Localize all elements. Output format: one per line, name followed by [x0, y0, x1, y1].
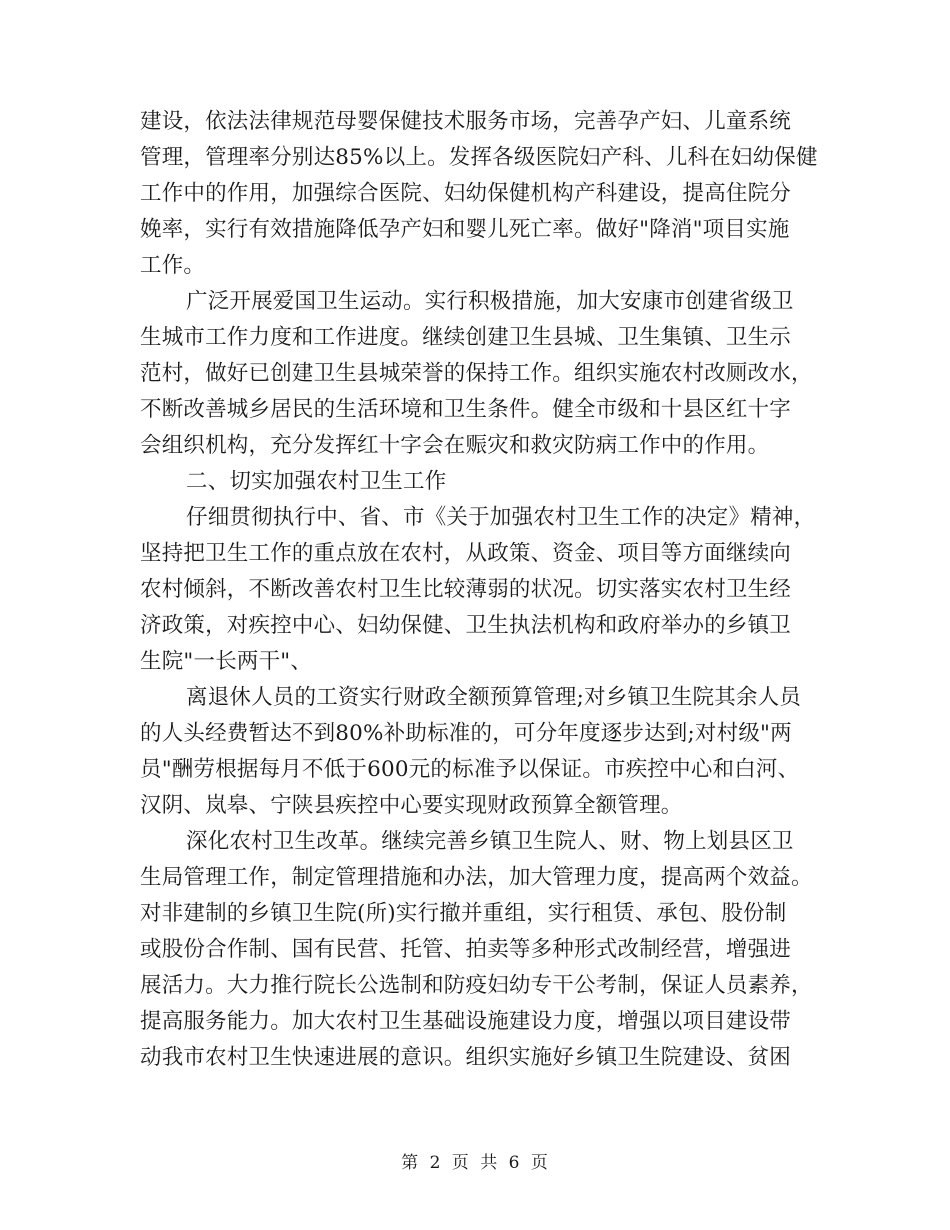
- text-line: 对非建制的乡镇卫生院(所)实行撤并重组，实行租赁、承包、股份制: [140, 901, 787, 926]
- page-footer: [0, 1152, 950, 1174]
- footer-page-label: 页: [451, 1153, 470, 1173]
- text-line: 坚持把卫生工作的重点放在农村，从政策、资金、项目等方面继续向: [140, 541, 792, 566]
- text-line: 娩率，实行有效措施降低孕产妇和婴儿死亡率。做好"降消"项目实施: [140, 217, 790, 242]
- footer-current-page: 2: [429, 1153, 442, 1173]
- text-line: 广泛开展爱国卫生运动。实行积极措施，加大安康市创建省级卫: [186, 289, 794, 314]
- text-line: 生局管理工作，制定管理措施和办法，加大管理力度，提高两个效益。: [140, 865, 813, 890]
- text-line: 或股份合作制、国有民营、托管、拍卖等多种形式改制经营，增强进: [140, 937, 792, 962]
- text-line: 农村倾斜，不断改善农村卫生比较薄弱的状况。切实落实农村卫生经: [140, 577, 792, 602]
- text-line: 会组织机构，充分发挥红十字会在赈灾和救灾防病工作中的作用。: [140, 433, 770, 458]
- text-line: 范村，做好已创建卫生县城荣誉的保持工作。组织实施农村改厕改水，: [140, 361, 813, 386]
- text-line: 汉阴、岚皋、宁陕县疾控中心要实现财政预算全额管理。: [140, 793, 683, 818]
- text-line: 不断改善城乡居民的生活环境和卫生条件。健全市级和十县区红十字: [140, 397, 792, 422]
- footer-total-prefix: 共: [480, 1153, 499, 1173]
- footer-total-label: 页: [530, 1153, 549, 1173]
- text-line: 生城市工作力度和工作进度。继续创建卫生县城、卫生集镇、卫生示: [140, 325, 792, 350]
- document-body: [140, 104, 818, 1076]
- text-line: 济政策，对疾控中心、妇幼保健、卫生执法机构和政府举办的乡镇卫: [140, 613, 792, 638]
- text-line: 的人头经费暂达不到80%补助标准的，可分年度逐步达到;对村级"两: [140, 721, 792, 746]
- footer-prefix: 第: [401, 1153, 420, 1173]
- text-line: 二、切实加强农村卫生工作: [186, 469, 447, 494]
- text-line: 工作。: [140, 253, 206, 278]
- text-line: 展活力。大力推行院长公选制和防疫妇幼专干公考制，保证人员素养，: [140, 973, 813, 998]
- text-line: 生院"一长两干"、: [140, 649, 313, 674]
- text-line: 建设，依法法律规范母婴保健技术服务市场，完善孕产妇、儿童系统: [140, 109, 792, 134]
- text-line: 员"酬劳根据每月不低于600元的标准予以保证。市疾控中心和白河、: [140, 757, 800, 782]
- text-line: 仔细贯彻执行中、省、市《关于加强农村卫生工作的决定》精神，: [186, 505, 816, 530]
- text-line: 管理，管理率分别达85%以上。发挥各级医院妇产科、儿科在妇幼保健: [140, 145, 818, 170]
- text-line: 动我市农村卫生快速进展的意识。组织实施好乡镇卫生院建设、贫困: [140, 1045, 792, 1070]
- text-line: 工作中的作用，加强综合医院、妇幼保健机构产科建设，提高住院分: [140, 181, 792, 206]
- text-line: 离退休人员的工资实行财政全额预算管理;对乡镇卫生院其余人员: [186, 685, 802, 710]
- text-line: 提高服务能力。加大农村卫生基础设施建设力度，增强以项目建设带: [140, 1009, 792, 1034]
- footer-total-pages: 6: [508, 1153, 521, 1173]
- text-line: 深化农村卫生改革。继续完善乡镇卫生院人、财、物上划县区卫: [186, 829, 794, 854]
